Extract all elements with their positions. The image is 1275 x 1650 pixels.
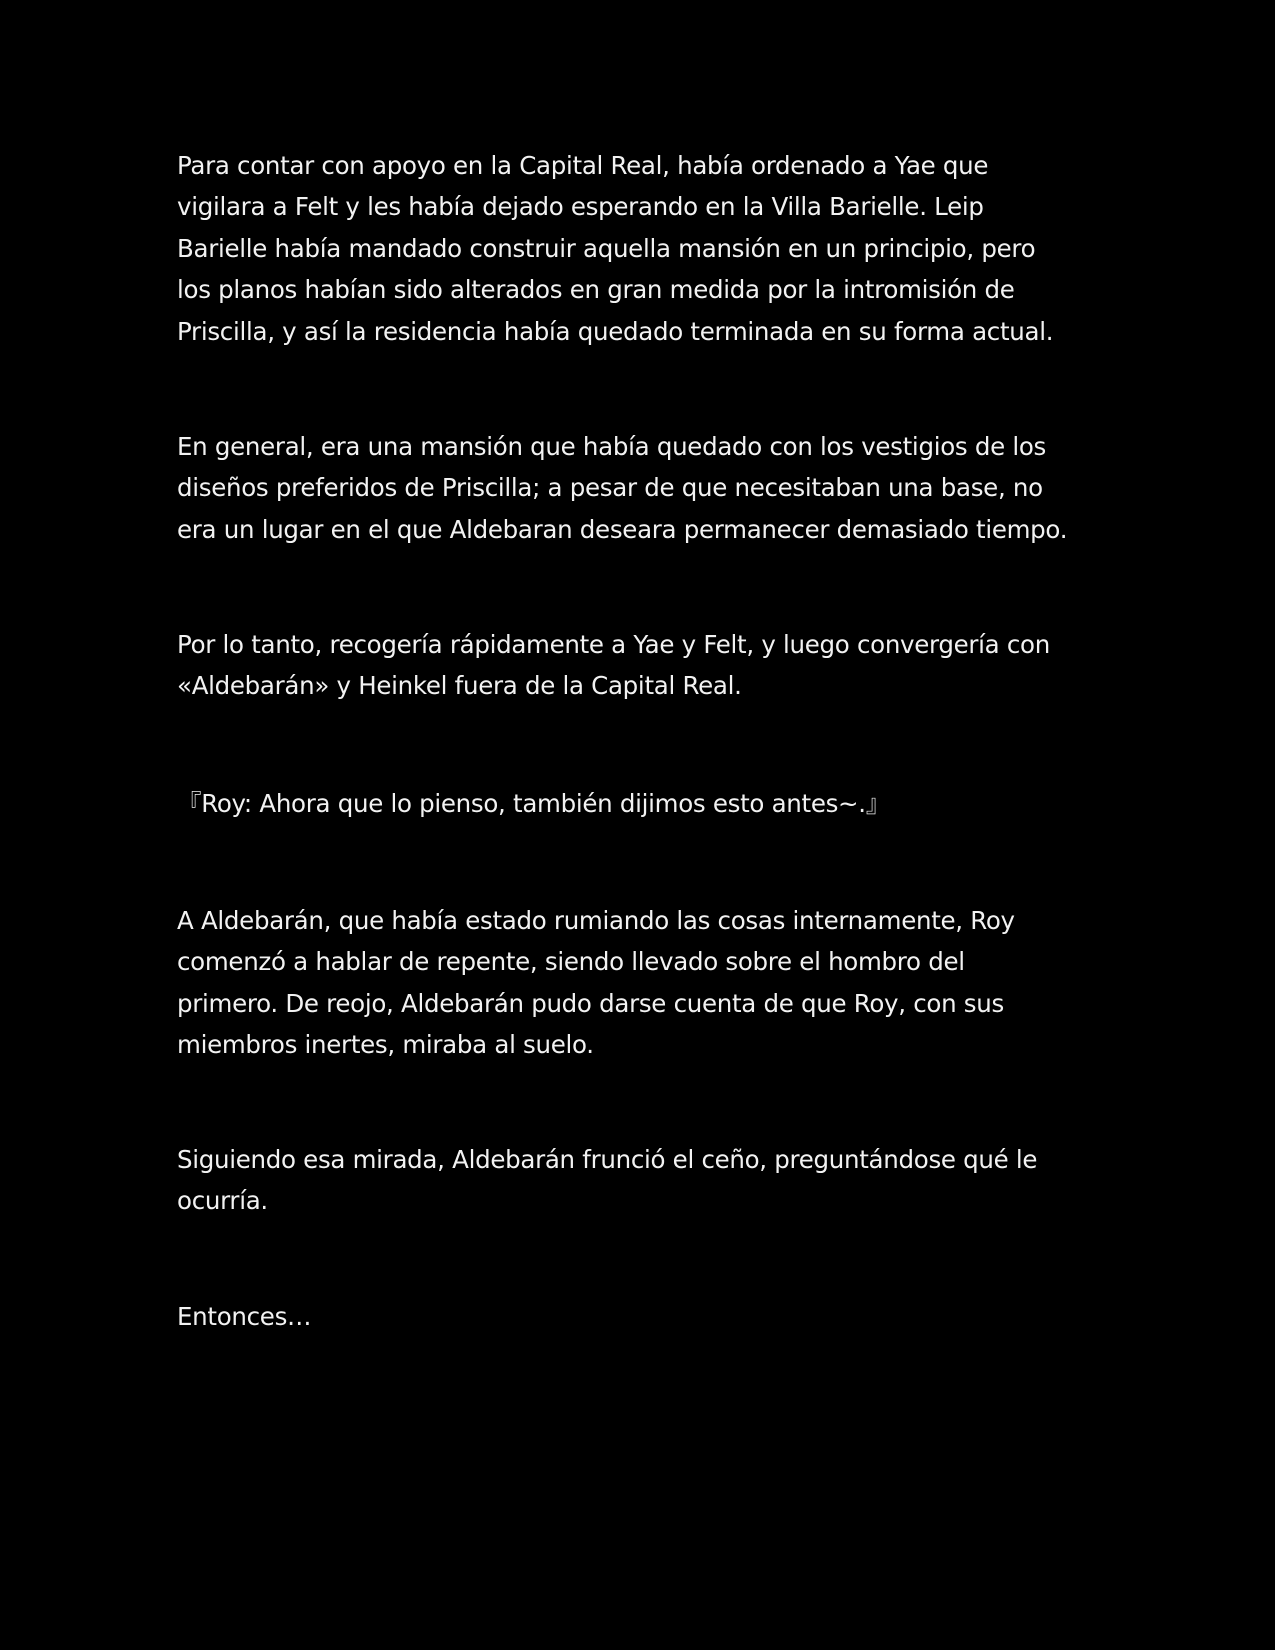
paragraph-plan: Por lo tanto, recogería rápidamente a Yae y Felt, y luego convergería con «Aldebarán» y Heinkel fuera de la Capital Real. [177,630,1050,701]
paragraph-roy-speaks: A Aldebarán, que había estado rumiando las cosas internamente, Roy comenzó a hablar de repente, siendo llevado sobre el hombro del primero. De reojo, Aldebarán pudo darse cuenta de que Roy, con sus miembros inertes, miraba al suelo. [177,906,1015,1060]
dialogue-roy: 『Roy: Ahora que lo pienso, también dijimos esto antes~.』 [177,789,890,818]
paragraph-capital-support: Para contar con apoyo en la Capital Real, había ordenado a Yae que vigilara a Felt y les había dejado esperando en la Villa Barielle. Leip Barielle había mandado construir aquella mansión en un principio, pero los planos habían sido alterados en gran medida por la intromisión de Priscilla, y así la residencia había quedado terminada en su forma actual. [177,151,1054,346]
paragraph-entonces: Entonces… [177,1302,312,1331]
paragraph-gaze: Siguiendo esa mirada, Aldebarán frunció el ceño, preguntándose qué le ocurría. [177,1145,1038,1216]
paragraph-mansion-description: En general, era una mansión que había quedado con los vestigios de los diseños preferidos de Priscilla; a pesar de que necesitaban una base, no era un lugar en el que Aldebaran deseara permanecer demasiado tiempo. [177,432,1068,544]
